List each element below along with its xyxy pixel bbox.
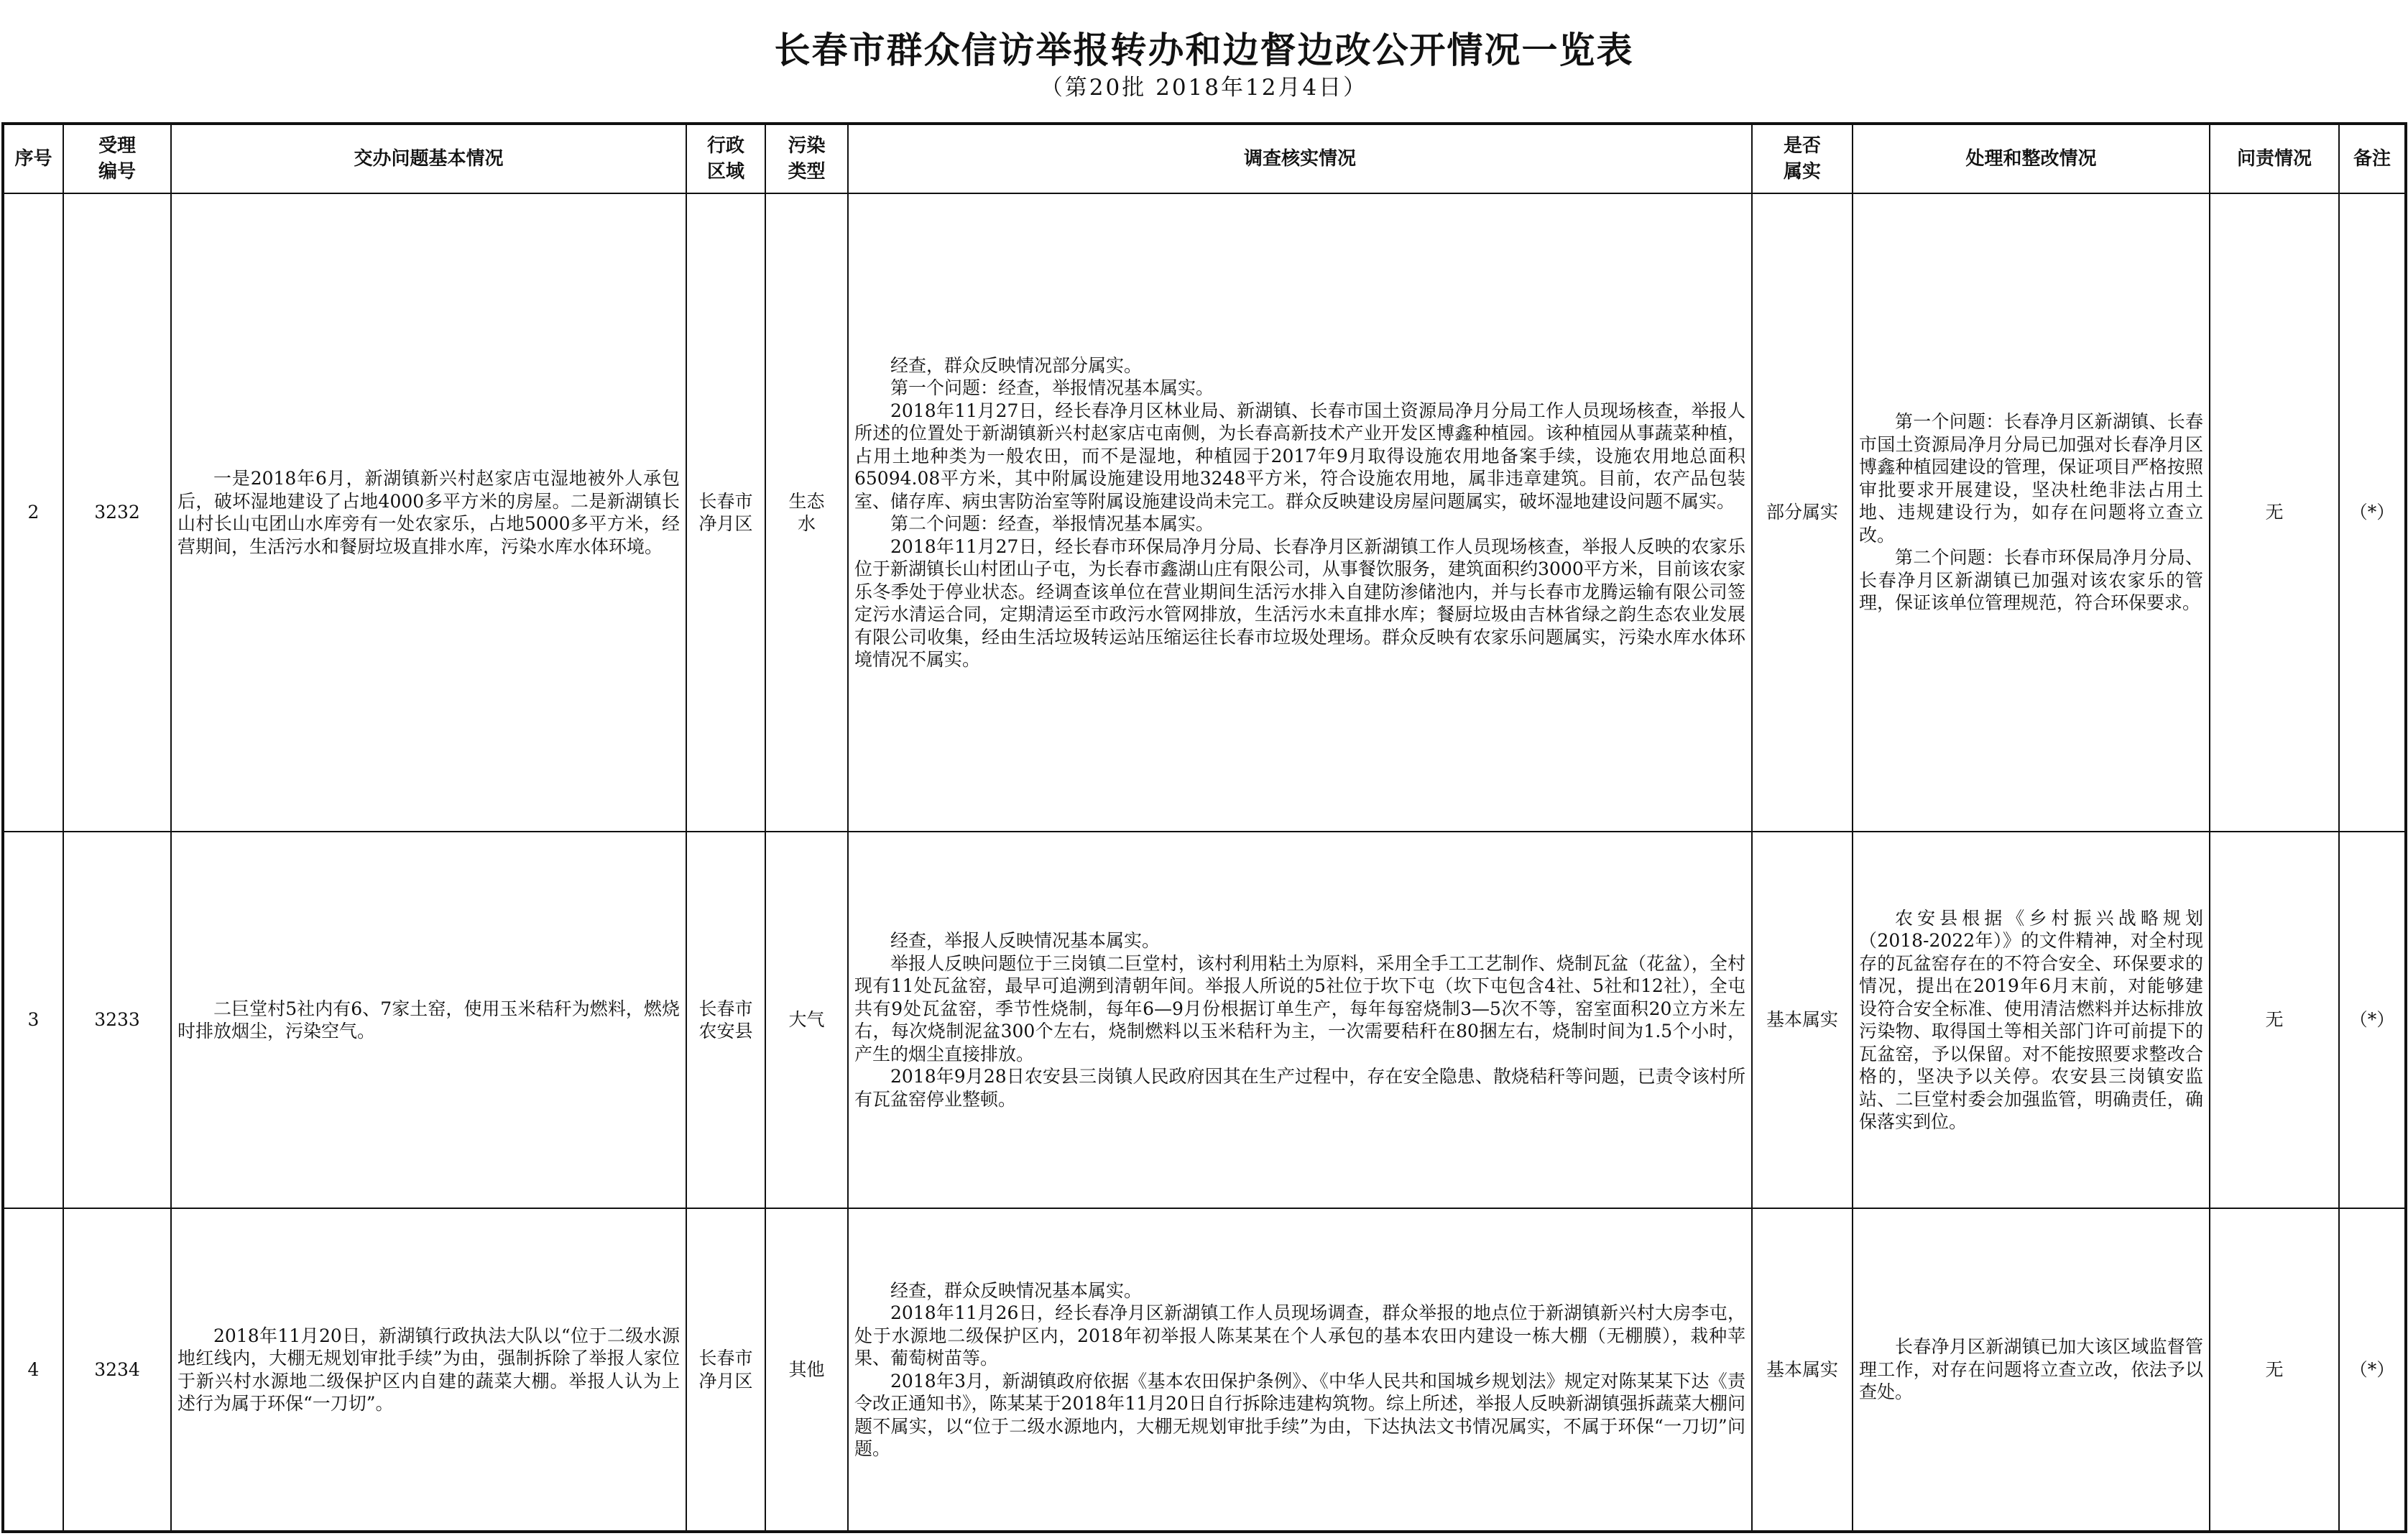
cell-seq: 3 <box>3 832 63 1208</box>
document-title: 长春市群众信访举报转办和边督边改公开情况一览表 <box>774 29 1634 71</box>
header-pollution-type: 污染 类型 <box>765 124 848 193</box>
problem-text: 2018年11月20日，新湖镇行政执法大队以“位于二级水源地红线内，大棚无规划审批手续”为由，强制拆除了举报人家位于新兴村水源地二级保护区内自建的蔬菜大棚。举报人认为上述行为属于环保“一刀切”。 <box>177 1325 680 1414</box>
cell-is-true: 部分属实 <box>1752 193 1853 832</box>
investigation-paragraph: 第一个问题：经查，举报情况基本属实。 <box>890 377 1214 398</box>
investigation-paragraph: 2018年3月，新湖镇政府依据《基本农田保护条例》、《中华人民共和国城乡规划法》规定对陈某某下达《责令改正通知书》，陈某某于2018年11月20日自行拆除违建构筑物。综上所述，举报人反映新湖镇强拆蔬菜大棚问题不属实，以“位于二级水源地内，大棚无规划审批手续”为由，下达执法文书情况属实，不属于环保“一刀切”问题。 <box>854 1370 1745 1459</box>
investigation-paragraph: 经查，群众反映情况基本属实。 <box>890 1279 1143 1301</box>
cell-case-no: 3233 <box>63 832 171 1208</box>
cell-pollution-type: 其他 <box>765 1208 848 1532</box>
cell-problem <box>171 1208 686 1532</box>
investigation-paragraph: 2018年9月28日农安县三岗镇人民政府因其在生产过程中，存在安全隐患、散烧秸秆等问题，已责令该村所有瓦盆窑停业整顿。 <box>854 1066 1745 1110</box>
header-remarks: 备注 <box>2339 124 2406 193</box>
cell-is-true: 基本属实 <box>1752 1208 1853 1532</box>
cell-pollution-type: 大气 <box>765 832 848 1208</box>
document-subtitle: （第20批 2018年12月4日） <box>1040 75 1368 101</box>
cell-case-no: 3232 <box>63 193 171 832</box>
investigation-paragraph: 经查，群众反映情况部分属实。 <box>890 354 1143 376</box>
cell-accountability: 无 <box>2210 193 2339 832</box>
cell-accountability: 无 <box>2210 832 2339 1208</box>
investigation-paragraph: 第二个问题：经查，举报情况基本属实。 <box>890 513 1214 534</box>
cell-handling <box>1853 193 2210 832</box>
cell-handling <box>1853 832 2210 1208</box>
handling-paragraph: 第二个问题：长春市环保局净月分局、长春净月区新湖镇已加强对该农家乐的管理，保证该单位管理规范，符合环保要求。 <box>1859 547 2203 614</box>
table-row <box>3 193 2406 832</box>
investigation-paragraph: 2018年11月26日，经长春净月区新湖镇工作人员现场调查，群众举报的地点位于新湖镇新兴村大房李屯，处于水源地二级保护区内，2018年初举报人陈某某在个人承包的基本农田内建设一栋大棚（无棚膜），栽种苹果、葡萄树苗等。 <box>854 1302 1745 1369</box>
header-region: 行政 区域 <box>686 124 765 193</box>
table-header-row <box>3 124 2406 193</box>
handling-paragraph: 长春净月区新湖镇已加大该区域监督管理工作，对存在问题将立查立改，依法予以查处。 <box>1859 1336 2203 1403</box>
cell-investigation <box>848 1208 1752 1532</box>
cell-region: 长春市 净月区 <box>686 193 765 832</box>
cell-case-no: 3234 <box>63 1208 171 1532</box>
header-accountability: 问责情况 <box>2210 124 2339 193</box>
header-investigation: 调查核实情况 <box>848 124 1752 193</box>
cell-handling <box>1853 1208 2210 1532</box>
header-problem: 交办问题基本情况 <box>171 124 686 193</box>
header-case-no: 受理 编号 <box>63 124 171 193</box>
table-row <box>3 1208 2406 1532</box>
investigation-paragraph: 举报人反映问题位于三岗镇二巨堂村，该村利用粘土为原料，采用全手工工艺制作、烧制瓦盆（花盆），全村现有11处瓦盆窑，最早可追溯到清朝年间。举报人所说的5社位于坎下屯（坎下屯包含4社、5社和12社），全屯共有9处瓦盆窑，季节性烧制，每年6—9月份根据订单生产，每年每窑烧制3—5次不等，窑室面积20立方米左右，每次烧制泥盆300个左右，烧制燃料以玉米秸秆为主，一次需要秸秆在80捆左右，烧制时间为1.5个小时，产生的烟尘直接排放。 <box>854 952 1745 1064</box>
cell-region: 长春市 农安县 <box>686 832 765 1208</box>
problem-text: 二巨堂村5社内有6、7家土窑，使用玉米秸秆为燃料，燃烧时排放烟尘，污染空气。 <box>177 998 680 1041</box>
cell-accountability: 无 <box>2210 1208 2339 1532</box>
cell-remarks: （*） <box>2339 1208 2406 1532</box>
cell-seq: 4 <box>3 1208 63 1532</box>
header-seq: 序号 <box>3 124 63 193</box>
cell-remarks: （*） <box>2339 193 2406 832</box>
cell-region: 长春市 净月区 <box>686 1208 765 1532</box>
investigation-paragraph: 2018年11月27日，经长春净月区林业局、新湖镇、长春市国土资源局净月分局工作人员现场核查，举报人所述的位置处于新湖镇新兴村赵家店屯南侧，为长春高新技术产业开发区博鑫种植园。该种植园从事蔬菜种植，占用土地种类为一般农田，而不是湿地，种植园于2017年9月取得设施农用地备案手续，设施农用地总面积65094.08平方米，其中附属设施建设用地3248平方米，符合设施农用地，属非违章建筑。目前，农产品包装室、储存库、病虫害防治室等附属设施建设尚未完工。群众反映建设房屋问题属实，破坏湿地建设问题不属实。 <box>854 400 1745 512</box>
cell-problem <box>171 193 686 832</box>
handling-paragraph: 农安县根据《乡村振兴战略规划（2018-2022年）》的文件精神，对全村现存的瓦盆窑存在的不符合安全、环保要求的情况，提出在2019年6月末前，对能够建设符合安全标准、使用清洁燃料并达标排放污染物、取得国土等相关部门许可前提下的瓦盆窑，予以保留。对不能按照要求整改合格的，坚决予以关停。农安县三岗镇安监站、二巨堂村委会加强监管，明确责任，确保落实到位。 <box>1859 907 2203 1132</box>
investigation-paragraph: 2018年11月27日，经长春市环保局净月分局、长春净月区新湖镇工作人员现场核查，举报人反映的农家乐位于新湖镇长山村团山子屯，为长春市鑫湖山庄有限公司，从事餐饮服务，建筑面积约3000平方米，目前该农家乐冬季处于停业状态。经调查该单位在营业期间生活污水排入自建防渗储池内，并与长春市龙腾运输有限公司签定污水清运合同，定期清运至市政污水管网排放，生活污水未直排水库；餐厨垃圾由吉林省绿之韵生态农业发展有限公司收集，经由生活垃圾转运站压缩运往长春市垃圾处理场。群众反映有农家乐问题属实，污染水库水体环境情况不属实。 <box>854 535 1745 670</box>
report-table <box>1 122 2407 1533</box>
handling-paragraph: 第一个问题：长春净月区新湖镇、长春市国土资源局净月分局已加强对长春净月区博鑫种植园建设的管理，保证项目严格按照审批要求开展建设，坚决杜绝非法占用土地、违规建设行为，如存在问题将立查立改。 <box>1859 411 2203 546</box>
cell-remarks: （*） <box>2339 832 2406 1208</box>
cell-seq: 2 <box>3 193 63 832</box>
header-is-true: 是否 属实 <box>1752 124 1853 193</box>
cell-pollution-type: 生态 水 <box>765 193 848 832</box>
investigation-paragraph: 经查，举报人反映情况基本属实。 <box>890 930 1161 951</box>
header-handling: 处理和整改情况 <box>1853 124 2210 193</box>
cell-problem <box>171 832 686 1208</box>
cell-investigation <box>848 193 1752 832</box>
cell-is-true: 基本属实 <box>1752 832 1853 1208</box>
cell-investigation <box>848 832 1752 1208</box>
table-row <box>3 832 2406 1208</box>
problem-text: 一是2018年6月，新湖镇新兴村赵家店屯湿地被外人承包后，破坏湿地建设了占地4000多平方米的房屋。二是新湖镇长山村长山屯团山水库旁有一处农家乐，占地5000多平方米，经营期间，生活污水和餐厨垃圾直排水库，污染水库水体环境。 <box>177 468 680 557</box>
